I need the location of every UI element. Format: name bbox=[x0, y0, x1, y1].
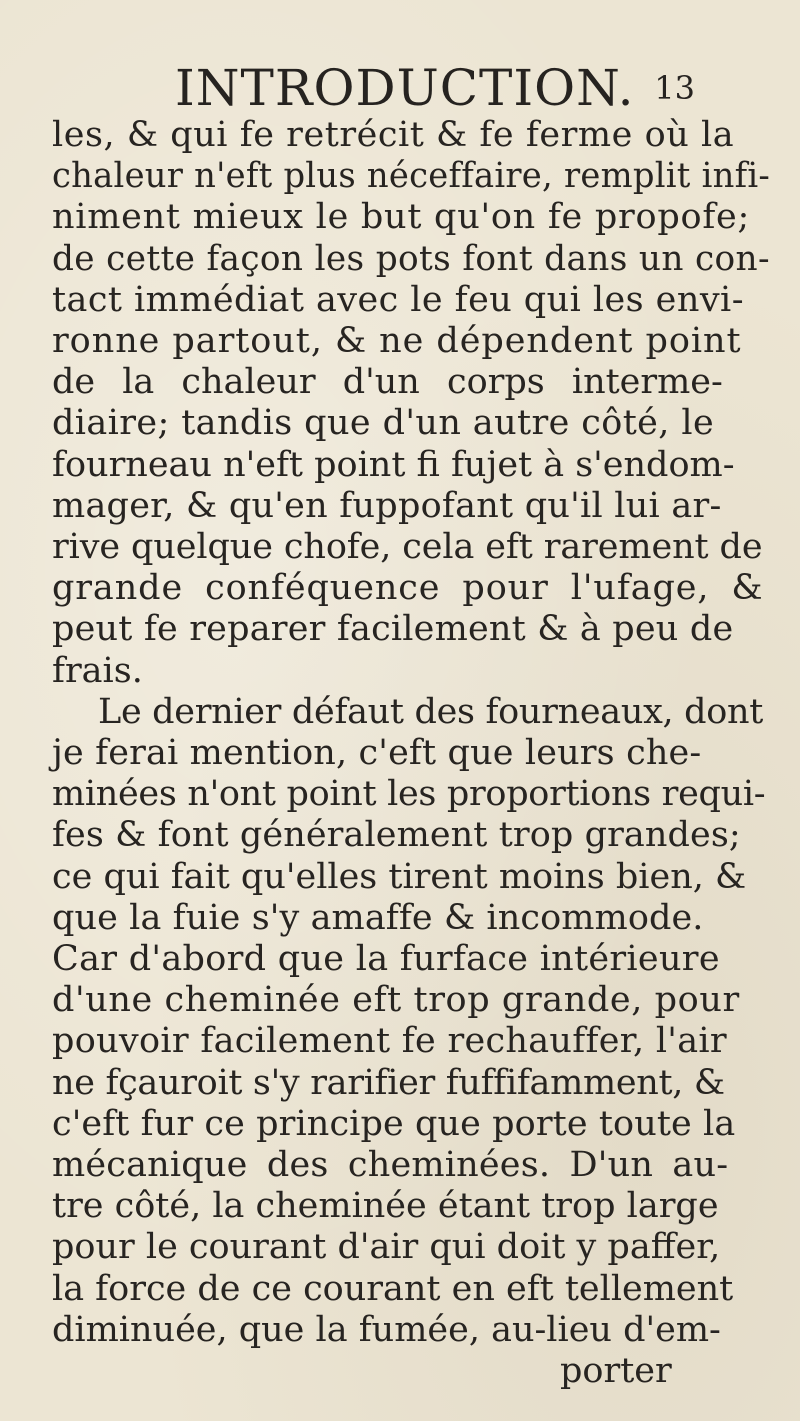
text-line: c'eft fur ce principe que porte toute la bbox=[52, 1103, 736, 1144]
text-line: de la chaleur d'un corps interme- bbox=[52, 362, 723, 403]
text-line: peut fe reparer facilement & à peu de bbox=[52, 609, 734, 650]
text-line: ronne partout, & ne dépendent point bbox=[52, 321, 742, 361]
text-line: fes & font généralement trop grandes; bbox=[52, 815, 741, 856]
catchword: porter bbox=[560, 1351, 672, 1391]
text-line: que la fuie s'y amaffe & incommode. bbox=[52, 897, 704, 938]
text-line: rive quelque chofe, cela eft rarement de bbox=[52, 527, 763, 567]
text-line: diaire; tandis que d'un autre côté, le bbox=[52, 403, 715, 444]
text-line: fourneau n'eft point fi fujet à s'endom- bbox=[52, 444, 735, 485]
text-line: grande conféquence pour l'ufage, & bbox=[52, 568, 764, 609]
text-line: les, & qui fe retrécit & fe ferme où la bbox=[52, 115, 735, 155]
text-line: d'une cheminée eft trop grande, pour bbox=[52, 980, 740, 1021]
text-line: tact immédiat avec le feu qui les envi- bbox=[52, 279, 744, 320]
text-line: tre côté, la cheminée étant trop large bbox=[52, 1186, 719, 1227]
text-line: pour le courant d'air qui doit y paffer, bbox=[52, 1227, 721, 1268]
text-line: minées n'ont point les proportions requi- bbox=[52, 774, 766, 815]
text-line: pouvoir facilement fe rechauffer, l'air bbox=[52, 1021, 727, 1062]
text-line: Le dernier défaut des fourneaux, dont bbox=[98, 691, 764, 732]
text-line: ce qui fait qu'elles tirent moins bien, & bbox=[52, 856, 747, 897]
text-line: la force de ce courant en eft tellement bbox=[52, 1268, 734, 1309]
text-line: Car d'abord que la furface intérieure bbox=[52, 939, 720, 979]
page-number: 13 bbox=[654, 69, 695, 107]
text-line: chaleur n'eft plus néceffaire, remplit infi- bbox=[52, 156, 771, 197]
running-title: INTRODUCTION. bbox=[175, 59, 635, 117]
text-line: ne fçauroit s'y rarifier fuffifamment, & bbox=[52, 1062, 725, 1103]
text-line: frais. bbox=[52, 650, 143, 691]
text-line: mager, & qu'en fuppofant qu'il lui ar- bbox=[52, 485, 722, 526]
text-line: je ferai mention, c'eft que leurs che- bbox=[52, 733, 702, 773]
text-line: niment mieux le but qu'on fe propofe; bbox=[52, 197, 751, 238]
text-line: diminuée, que la fumée, au-lieu d'em- bbox=[52, 1309, 721, 1350]
text-line: de cette façon les pots font dans un con- bbox=[52, 238, 770, 279]
text-line: mécanique des cheminées. D'un au- bbox=[52, 1145, 729, 1185]
